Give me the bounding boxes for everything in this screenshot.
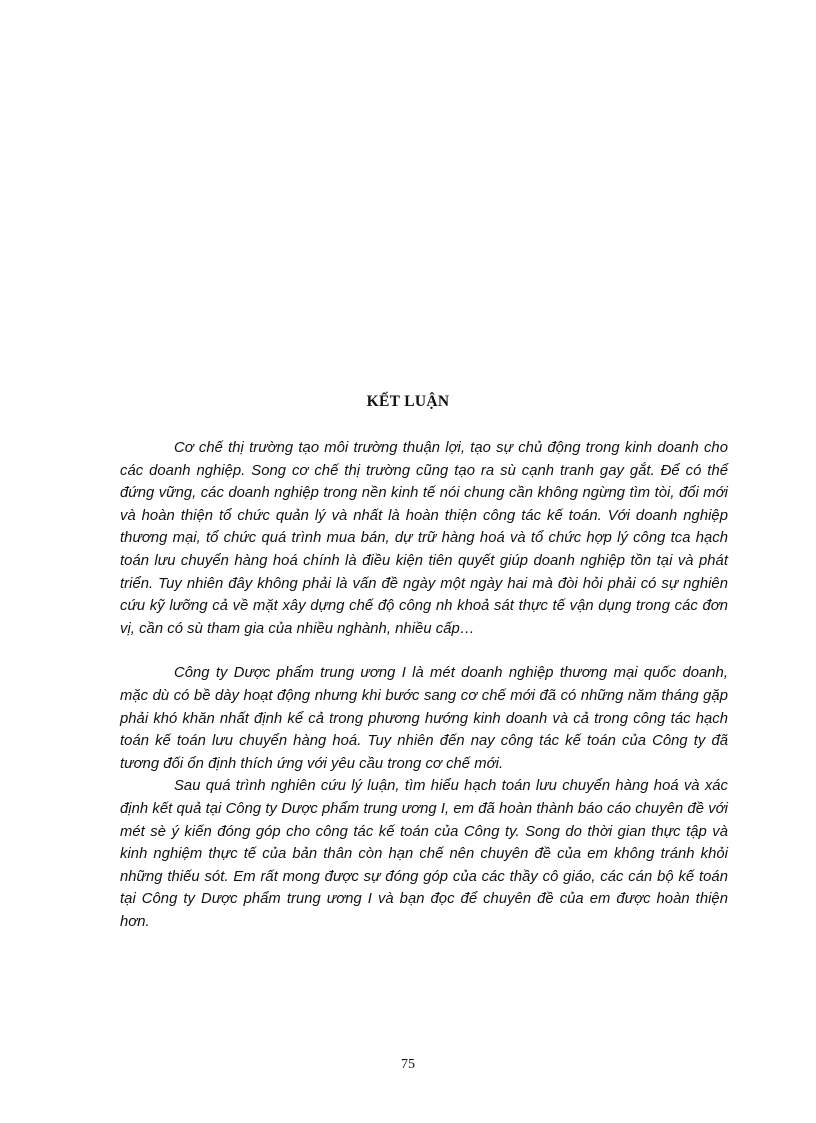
- page-number: 75: [401, 1057, 415, 1072]
- paragraph-market-mechanism: Cơ chế thị trường tạo môi trường thuận lợi, tạo sự chủ động trong kinh doanh cho các doanh nghiệp. Song cơ chế thị trường cũng tạo ra sù cạnh tranh gay gắt. Để có thể đứng vững, các doanh nghiệp trong nền kinh tế nói chung cần không ngừng tìm tòi, đổi mới và hoàn thiện tổ chức quản lý và nhất là hoàn thiện công tác kế toán. Với doanh nghiệp thương mại, tổ chức quá trình mua bán, dự trữ hàng hoá và tổ chức hợp lý công tca hạch toán lưu chuyển hàng hoá chính là điều kiện tiên quyết giúp doanh nghiệp tồn tại và phát triển. Tuy nhiên đây không phải là vấn đề ngày một ngày hai mà đòi hỏi phải có sự nghiên cứu kỹ lưỡng cả về mặt xây dựng chế độ công nh khoả sát thực tế vận dụng trong các đơn vị, cần có sù tham gia của nhiều nghành, nhiều cấp…: [120, 440, 728, 637]
- page-title: KẾT LUẬN: [366, 393, 450, 410]
- paragraph-report-conclusion: Sau quá trình nghiên cứu lý luận, tìm hiểu hạch toán lưu chuyển hàng hoá và xác định kết quả tại Công ty Dược phẩm trung ương I, em đã hoàn thành báo cáo chuyên đề với mét sè ý kiến đóng góp cho công tác kế toán của Công ty. Song do thời gian thực tập và kinh nghiệm thực tế của bản thân còn hạn chế nên chuyên đề của em không tránh khỏi những thiếu sót. Em rất mong được sự đóng góp của các thầy cô giáo, các cán bộ kế toán tại Công ty Dược phẩm trung ương I và bạn đọc để chuyên đề của em được hoàn thiện hơn.: [120, 778, 728, 930]
- paragraph-company-overview: Công ty Dược phẩm trung ương I là mét doanh nghiệp thương mại quốc doanh, mặc dù có bề dày hoạt động nhưng khi bước sang cơ chế mới đã có những năm tháng gặp phải khó khăn nhất định kể cả trong phương hướng kinh doanh và cả trong công tác hạch toán kế toán lưu chuyển hàng hoá. Tuy nhiên đến nay công tác kế toán của Công ty đã tương đối ổn định thích ứng với yêu cầu trong cơ chế mới.: [120, 665, 728, 772]
- body-text: [120, 437, 728, 933]
